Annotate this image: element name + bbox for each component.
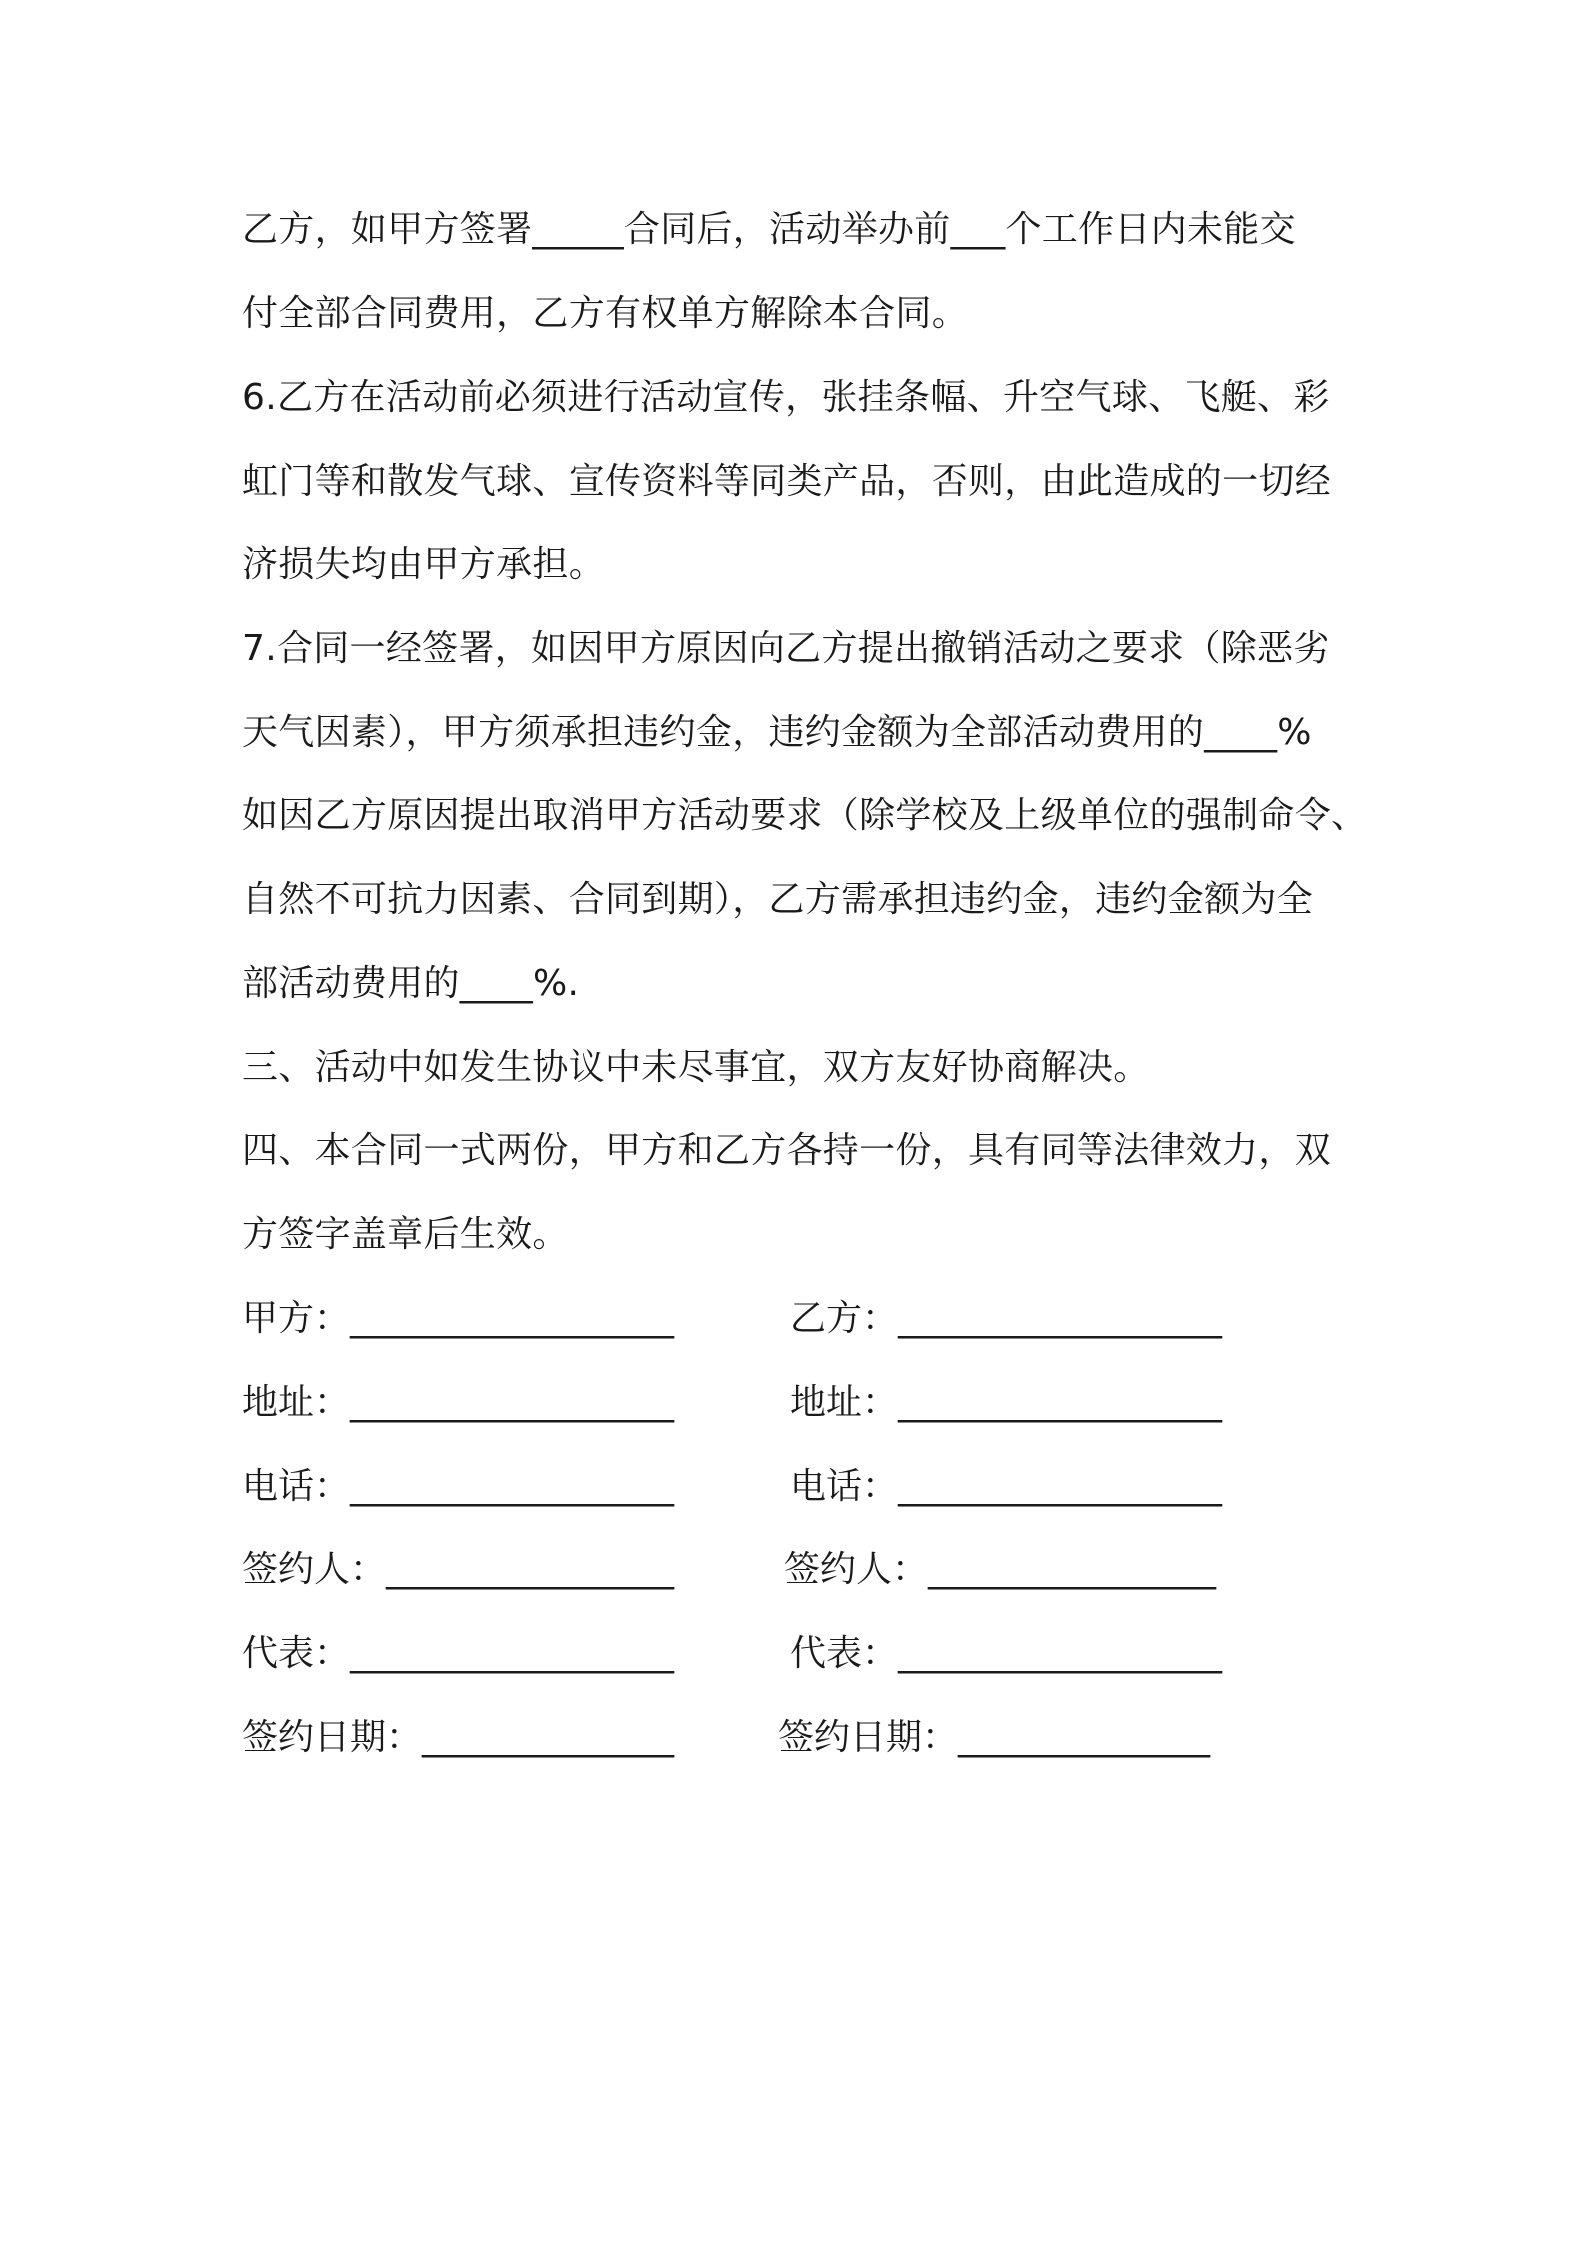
party-a-signer-field: 签约人：________________ [242, 1549, 675, 1590]
paragraph-line: 四、本合同一式两份，甲方和乙方各持一份，具有同等法律效力，双 [242, 1130, 1332, 1171]
paragraph-line: 三、活动中如发生协议中未尽事宜，双方友好协商解决。 [242, 1047, 1150, 1088]
party-a-representative-field: 代表：__________________ [242, 1633, 675, 1674]
paragraph-line: 虹门等和散发气球、宣传资料等同类产品，否则，由此造成的一切经 [242, 461, 1332, 502]
party-a-phone-field: 电话：__________________ [242, 1466, 675, 1507]
paragraph-line: 自然不可抗力因素、合同到期），乙方需承担违约金，违约金额为全 [242, 879, 1314, 920]
party-b-address-field: 地址：__________________ [790, 1382, 1223, 1423]
paragraph-line: 济损失均由甲方承担。 [242, 544, 606, 585]
paragraph-line: 7.合同一经签署，如因甲方原因向乙方提出撤销活动之要求（除恶劣 [242, 628, 1330, 669]
paragraph-line: 方签字盖章后生效。 [242, 1214, 569, 1255]
party-a-name-field: 甲方：__________________ [242, 1298, 675, 1339]
party-a-date-field: 签约日期：______________ [242, 1717, 675, 1758]
paragraph-line: 部活动费用的____%. [242, 963, 580, 1004]
paragraph-line: 天气因素），甲方须承担违约金，违约金额为全部活动费用的____% [242, 712, 1312, 753]
party-b-date-field: 签约日期：______________ [778, 1717, 1211, 1758]
paragraph-line: 乙方，如甲方签署_____合同后，活动举办前___个工作日内未能交 [242, 209, 1296, 250]
party-b-name-field: 乙方：__________________ [790, 1298, 1223, 1339]
party-a-address-field: 地址：__________________ [242, 1382, 675, 1423]
party-b-phone-field: 电话：__________________ [790, 1466, 1223, 1507]
party-b-representative-field: 代表：__________________ [790, 1633, 1223, 1674]
paragraph-line: 如因乙方原因提出取消甲方活动要求（除学校及上级单位的强制命令、 [242, 795, 1368, 836]
paragraph-line: 付全部合同费用，乙方有权单方解除本合同。 [242, 293, 969, 334]
party-b-signer-field: 签约人：________________ [784, 1549, 1217, 1590]
paragraph-line: 6.乙方在活动前必须进行活动宣传，张挂条幅、升空气球、飞艇、彩 [242, 377, 1330, 418]
